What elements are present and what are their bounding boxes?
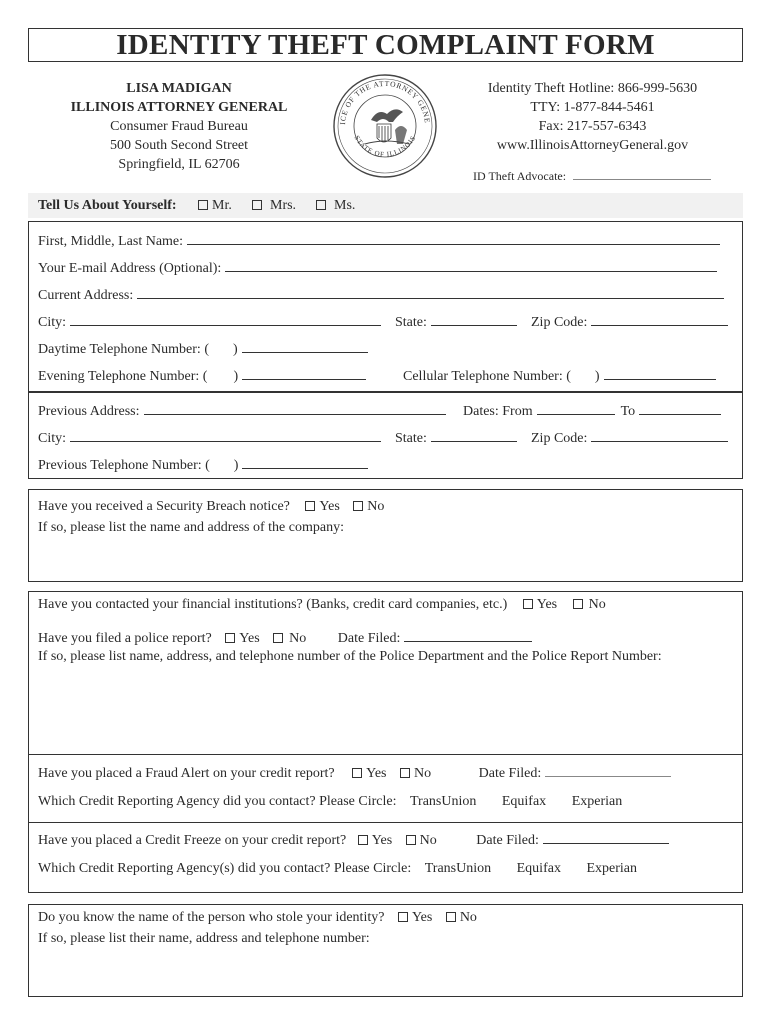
dates-from-field[interactable] bbox=[537, 401, 615, 415]
prev-city-field[interactable] bbox=[70, 428, 381, 442]
eve-phone-label: Evening Telephone Number: ( bbox=[38, 369, 208, 384]
ms-checkbox[interactable] bbox=[316, 200, 326, 210]
city-field[interactable] bbox=[70, 312, 381, 326]
official-name: LISA MADIGAN bbox=[126, 81, 232, 96]
divider-fraud-alert bbox=[28, 754, 743, 755]
fax: Fax: 217-557-6343 bbox=[538, 119, 647, 134]
breach-yes-checkbox[interactable] bbox=[305, 501, 315, 511]
tell-us-label: Tell Us About Yourself: bbox=[38, 198, 177, 213]
bureau-name: Consumer Fraud Bureau bbox=[110, 119, 248, 134]
divider-credit-freeze bbox=[28, 822, 743, 823]
credit-freeze-row bbox=[38, 830, 669, 849]
day-phone-row bbox=[38, 339, 368, 358]
financial-row bbox=[38, 597, 606, 613]
credit-freeze-agency-row bbox=[38, 861, 637, 877]
fraud-alert-yes-checkbox[interactable] bbox=[352, 768, 362, 778]
ms-label: Ms. bbox=[334, 198, 356, 213]
cell-phone-field[interactable] bbox=[604, 366, 716, 380]
city-label: City: bbox=[38, 315, 67, 330]
credit-freeze-equifax[interactable]: Equifax bbox=[516, 861, 561, 876]
police-no-label: No bbox=[289, 631, 307, 646]
day-phone-field[interactable] bbox=[242, 339, 368, 353]
prev-phone-paren: ) bbox=[233, 458, 239, 473]
zip-row bbox=[531, 312, 728, 331]
bureau-city: Springfield, IL 62706 bbox=[118, 157, 240, 172]
credit-freeze-experian[interactable]: Experian bbox=[586, 861, 637, 876]
breach-detail: If so, please list the name and address of the company: bbox=[38, 520, 344, 535]
prev-phone-row bbox=[38, 455, 368, 474]
fraud-alert-date-field[interactable] bbox=[545, 763, 671, 777]
state-field[interactable] bbox=[431, 312, 517, 326]
police-question: Have you filed a police report? bbox=[38, 631, 212, 646]
financial-no-label: No bbox=[588, 597, 606, 612]
fraud-alert-transunion[interactable]: TransUnion bbox=[409, 794, 477, 809]
fraud-alert-no-checkbox[interactable] bbox=[400, 768, 410, 778]
fraud-alert-yes-label: Yes bbox=[366, 766, 387, 781]
mr-checkbox[interactable] bbox=[198, 200, 208, 210]
financial-question: Have you contacted your financial institutions? (Banks, credit card companies, etc.) bbox=[38, 597, 508, 612]
credit-freeze-yes-checkbox[interactable] bbox=[358, 835, 368, 845]
prev-phone-field[interactable] bbox=[242, 455, 368, 469]
fraud-alert-date-label: Date Filed: bbox=[478, 766, 542, 781]
advocate-label: ID Theft Advocate: bbox=[473, 169, 567, 183]
seal-text-bottom: STATE OF ILLINOIS bbox=[352, 134, 418, 159]
address-field[interactable] bbox=[137, 285, 724, 299]
prev-zip-label: Zip Code: bbox=[531, 431, 588, 446]
website-link[interactable]: www.IllinoisAttorneyGeneral.gov bbox=[496, 138, 689, 153]
credit-freeze-no-option[interactable] bbox=[406, 833, 437, 848]
prev-address-label: Previous Address: bbox=[38, 404, 140, 419]
breach-no-checkbox[interactable] bbox=[353, 501, 363, 511]
thief-detail: If so, please list their name, address and telephone number: bbox=[38, 931, 370, 946]
credit-freeze-agency-question: Which Credit Reporting Agency(s) did you contact? Please Circle: bbox=[38, 861, 412, 876]
credit-freeze-yes-label: Yes bbox=[371, 833, 393, 848]
dates-row bbox=[463, 401, 721, 420]
form-title: IDENTITY THEFT COMPLAINT FORM bbox=[28, 28, 743, 62]
advocate-row bbox=[473, 166, 711, 184]
police-yes-label: Yes bbox=[239, 631, 260, 646]
financial-yes-checkbox[interactable] bbox=[523, 599, 533, 609]
thief-question: Do you know the name of the person who stole your identity? bbox=[38, 910, 385, 925]
credit-freeze-yes-option[interactable] bbox=[358, 833, 392, 848]
attorney-general-seal bbox=[331, 72, 439, 180]
name-field[interactable] bbox=[187, 231, 720, 245]
eve-phone-row bbox=[38, 366, 366, 385]
prev-state-label: State: bbox=[395, 431, 427, 446]
fraud-alert-no-option[interactable] bbox=[400, 766, 431, 781]
prev-address-field[interactable] bbox=[144, 401, 446, 415]
ms-option[interactable] bbox=[316, 198, 355, 214]
dates-to-field[interactable] bbox=[639, 401, 721, 415]
name-label: First, Middle, Last Name: bbox=[38, 234, 184, 249]
email-row bbox=[38, 258, 717, 277]
credit-freeze-no-checkbox[interactable] bbox=[406, 835, 416, 845]
prev-phone-label: Previous Telephone Number: ( bbox=[38, 458, 210, 473]
mr-label: Mr. bbox=[212, 198, 232, 213]
mrs-checkbox[interactable] bbox=[252, 200, 262, 210]
official-office: ILLINOIS ATTORNEY GENERAL bbox=[70, 100, 288, 115]
thief-no-label: No bbox=[459, 910, 477, 925]
financial-yes-label: Yes bbox=[536, 597, 558, 612]
breach-yes-option[interactable] bbox=[305, 499, 339, 514]
thief-yes-label: Yes bbox=[411, 910, 433, 925]
name-row bbox=[38, 231, 720, 250]
state-label: State: bbox=[395, 315, 427, 330]
prev-city-row bbox=[38, 428, 381, 447]
breach-no-option[interactable] bbox=[353, 499, 384, 514]
fraud-alert-yes-option[interactable] bbox=[352, 766, 386, 781]
city-row bbox=[38, 312, 381, 331]
prev-state-row bbox=[395, 428, 517, 447]
dates-from-label: Dates: From bbox=[463, 404, 533, 419]
prev-address-row bbox=[38, 401, 446, 420]
cell-phone-label: Cellular Telephone Number: ( bbox=[403, 369, 571, 384]
thief-yes-option[interactable] bbox=[398, 910, 432, 925]
police-row bbox=[38, 628, 532, 647]
day-phone-label: Daytime Telephone Number: ( bbox=[38, 342, 209, 357]
prev-state-field[interactable] bbox=[431, 428, 517, 442]
financial-no-checkbox[interactable] bbox=[573, 599, 583, 609]
fraud-alert-agency-row bbox=[38, 794, 622, 810]
credit-freeze-transunion[interactable]: TransUnion bbox=[424, 861, 492, 876]
thief-no-option[interactable] bbox=[446, 910, 477, 925]
seal-text-top: ICE OF THE ATTORNEY GENE bbox=[338, 78, 432, 125]
email-field[interactable] bbox=[225, 258, 717, 272]
bureau-street: 500 South Second Street bbox=[109, 138, 249, 153]
fraud-alert-agency-question: Which Credit Reporting Agency did you contact? Please Circle: bbox=[38, 794, 397, 809]
email-label: Your E-mail Address (Optional): bbox=[38, 261, 222, 276]
credit-freeze-no-label: No bbox=[419, 833, 437, 848]
financial-no-option[interactable] bbox=[573, 597, 606, 612]
police-date-label: Date Filed: bbox=[337, 631, 401, 646]
breach-no-label: No bbox=[367, 499, 385, 514]
thief-no-checkbox[interactable] bbox=[446, 912, 456, 922]
breach-question: Have you received a Security Breach notice? bbox=[38, 499, 290, 514]
thief-yes-checkbox[interactable] bbox=[398, 912, 408, 922]
mrs-option[interactable] bbox=[252, 198, 296, 214]
day-phone-paren: ) bbox=[233, 342, 238, 357]
credit-freeze-question: Have you placed a Credit Freeze on your credit report? bbox=[38, 833, 347, 848]
cell-phone-paren: ) bbox=[594, 369, 600, 384]
financial-yes-option[interactable] bbox=[523, 597, 557, 612]
eve-phone-field[interactable] bbox=[242, 366, 366, 380]
mr-option[interactable] bbox=[198, 198, 232, 214]
state-row bbox=[395, 312, 517, 331]
prev-zip-row bbox=[531, 428, 728, 447]
fraud-alert-equifax[interactable]: Equifax bbox=[501, 794, 547, 809]
fraud-alert-experian[interactable]: Experian bbox=[571, 794, 623, 809]
fraud-alert-no-label: No bbox=[414, 766, 432, 781]
breach-yes-label: Yes bbox=[319, 499, 340, 514]
police-date-field[interactable] bbox=[404, 628, 532, 642]
address-row bbox=[38, 285, 724, 304]
hotline: Identity Theft Hotline: 866-999-5630 bbox=[487, 81, 698, 96]
police-yes-checkbox[interactable] bbox=[225, 633, 235, 643]
credit-freeze-date-label: Date Filed: bbox=[476, 833, 539, 848]
thief-row bbox=[38, 910, 477, 926]
eve-phone-paren: ) bbox=[233, 369, 239, 384]
credit-freeze-date-field[interactable] bbox=[543, 830, 669, 844]
address-label: Current Address: bbox=[38, 288, 134, 303]
police-yes-option[interactable] bbox=[225, 631, 259, 646]
mrs-label: Mrs. bbox=[270, 198, 297, 213]
fraud-alert-row bbox=[38, 763, 671, 782]
tty: TTY: 1-877-844-5461 bbox=[530, 100, 655, 115]
advocate-field[interactable] bbox=[573, 166, 711, 180]
police-detail: If so, please list name, address, and telephone number of the Police Department and the Police Report Number: bbox=[38, 649, 662, 664]
prev-city-label: City: bbox=[38, 431, 67, 446]
police-no-checkbox[interactable] bbox=[273, 633, 283, 643]
dates-to-label: To bbox=[620, 404, 636, 419]
fraud-alert-question: Have you placed a Fraud Alert on your credit report? bbox=[38, 766, 335, 781]
breach-row bbox=[38, 499, 384, 515]
police-no-option[interactable] bbox=[273, 631, 306, 646]
zip-field[interactable] bbox=[591, 312, 728, 326]
cell-phone-row bbox=[403, 366, 716, 385]
zip-label: Zip Code: bbox=[531, 315, 588, 330]
prev-zip-field[interactable] bbox=[591, 428, 728, 442]
